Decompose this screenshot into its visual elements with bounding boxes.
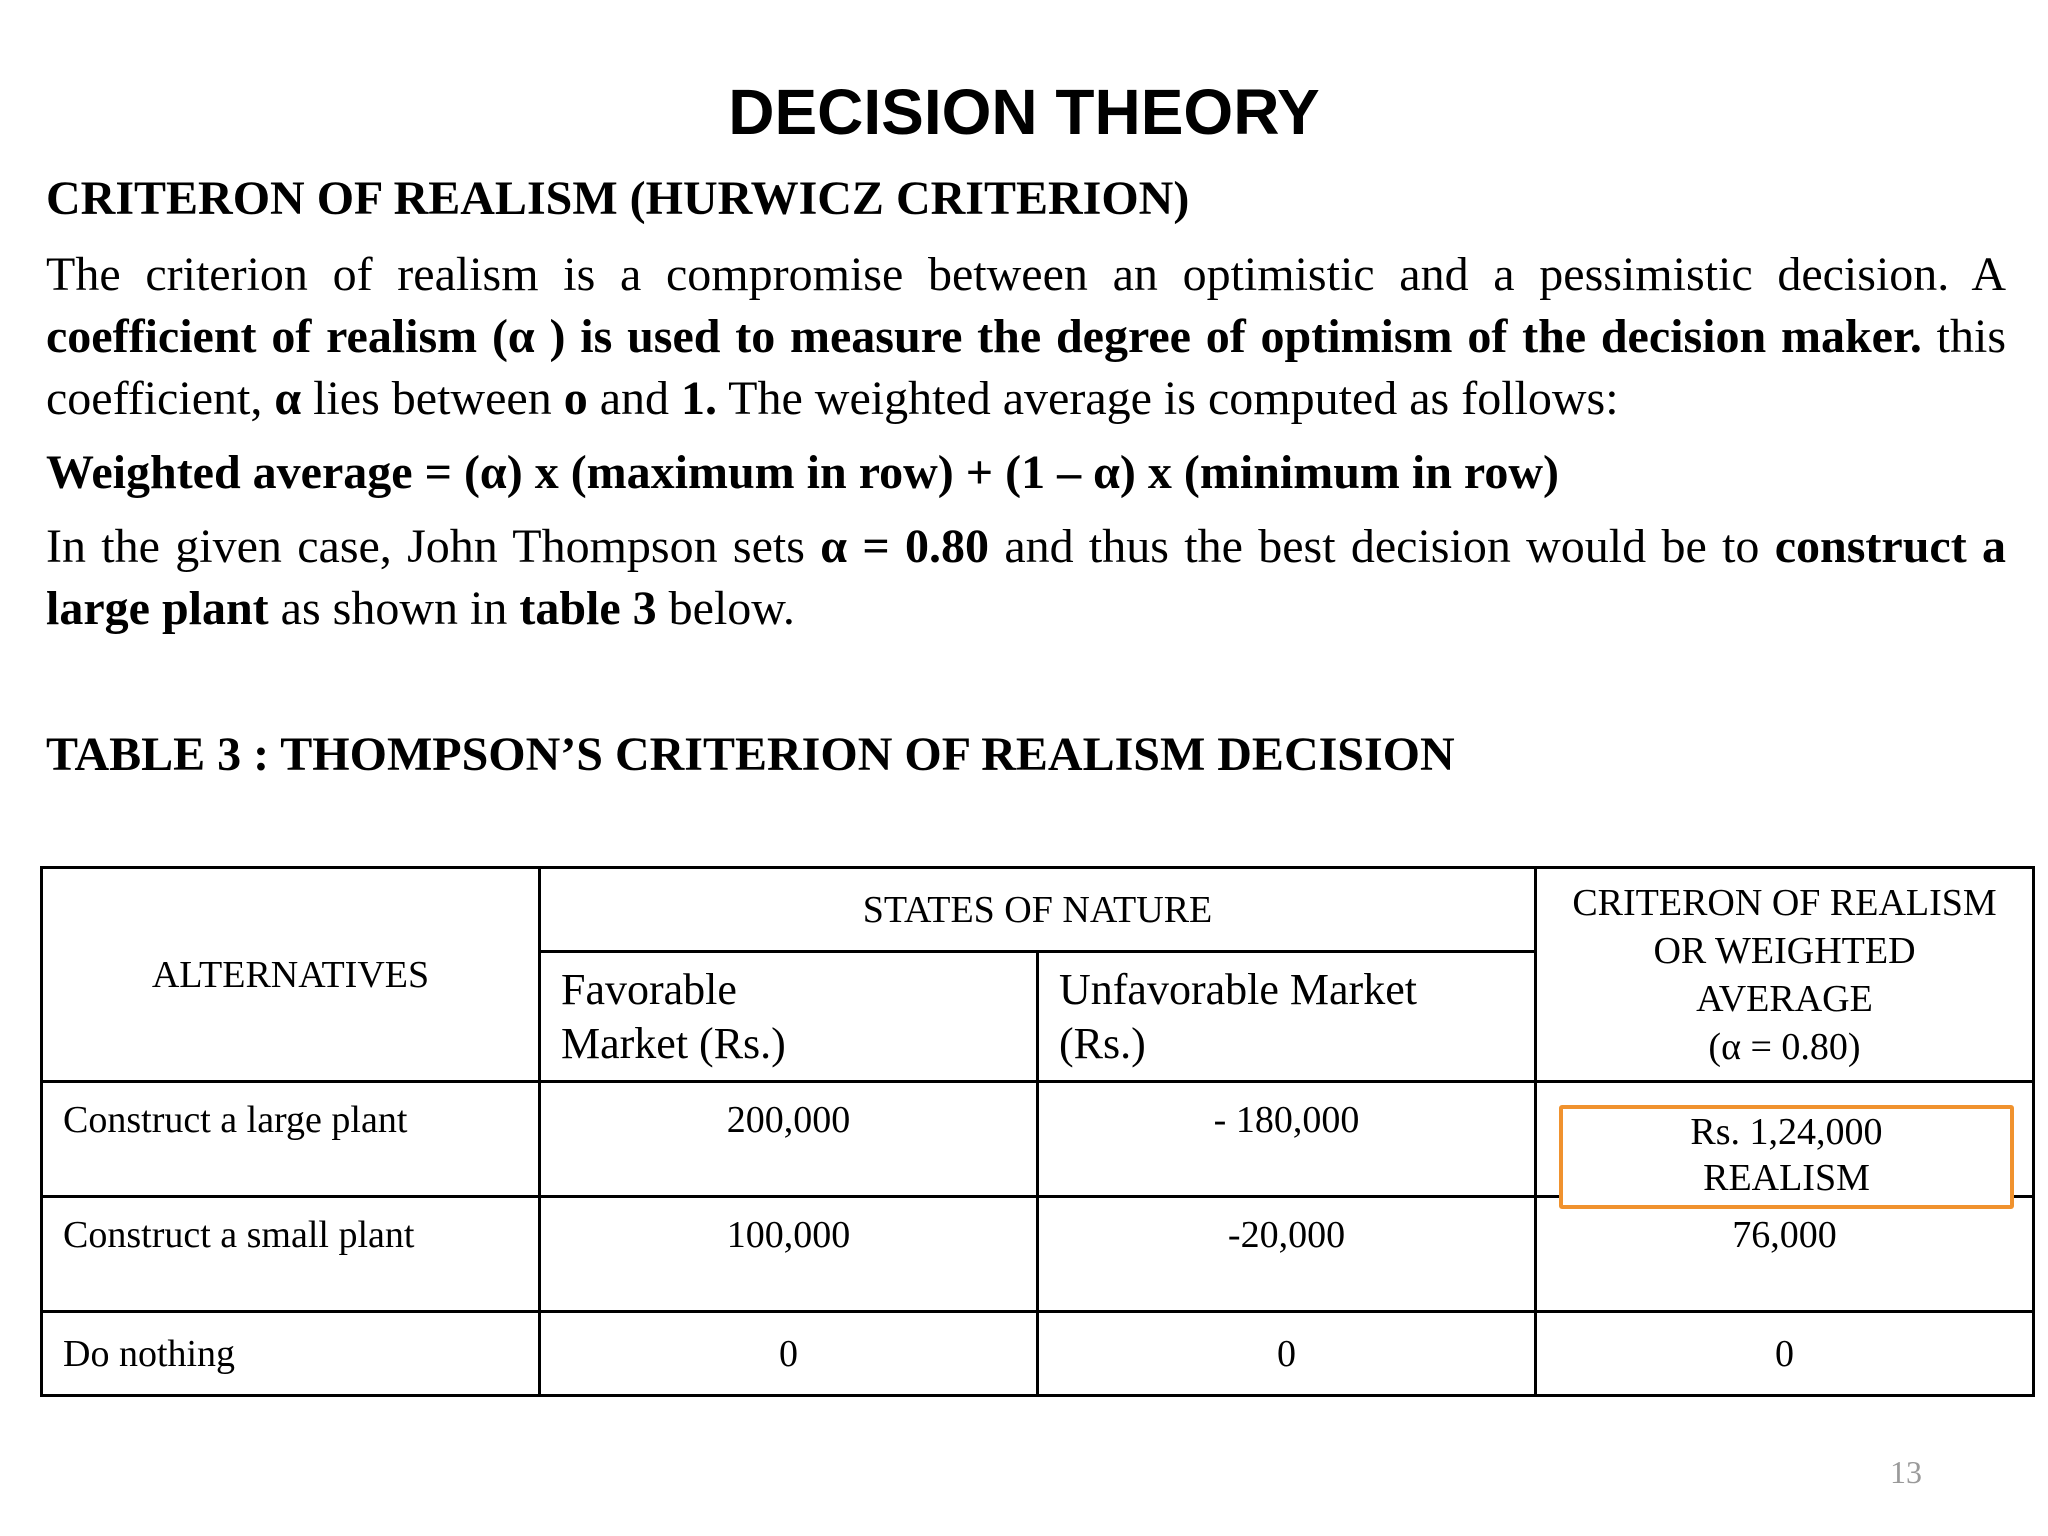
intro-text-1: The criterion of realism is a compromise between an optimistic and a pessimistic decision. A [46,248,2006,301]
intro-bold-one: 1. [681,372,718,425]
intro-bold-alpha: α [274,372,302,425]
favorable-cell: 0 [540,1312,1038,1396]
table-row [42,1197,2034,1312]
conclusion-bold-alpha: α = 0.80 [820,520,989,573]
table-caption: TABLE 3 : THOMPSON’S CRITERION OF REALISM DECISION [46,728,1455,781]
header-favorable-market [540,952,1038,1082]
intro-bold-zero: o [563,372,588,425]
conclusion-paragraph [46,516,2006,640]
table-row [42,1312,2034,1396]
realism-highlight-box [1559,1105,2014,1209]
slide-title: DECISION THEORY [728,76,1320,148]
table-row [42,1082,2034,1197]
alternative-cell: Do nothing [42,1312,540,1396]
intro-text-2: this coefficient, [46,310,2006,425]
conclusion-text-4: below. [656,582,795,635]
conclusion-bold-table: table 3 [519,582,657,635]
section-heading: CRITERON OF REALISM (HURWICZ CRITERION) [46,172,1190,225]
unfavorable-line-1: Unfavorable Market [1059,964,1417,1014]
intro-text-4: and [587,372,682,425]
realism-value: Rs. 1,24,000 [1690,1111,1883,1153]
unfavorable-cell: -20,000 [1038,1197,1536,1312]
conclusion-text-1: In the given case, John Thompson sets [46,520,821,573]
favorable-cell: 100,000 [540,1197,1038,1312]
alternative-cell: Construct a small plant [42,1197,540,1312]
conclusion-bold-large-plant: construct a large plant [46,520,2007,635]
favorable-cell: 200,000 [540,1082,1038,1197]
weighted-average-formula: Weighted average = (α) x (maximum in row) + (1 – α) x (minimum in row) [46,446,1560,499]
realism-cell [1536,1082,2034,1197]
intro-text-3: lies between [301,372,564,425]
intro-paragraph [46,244,2006,430]
favorable-line-2: Market (Rs.) [561,1018,786,1068]
favorable-line-1: Favorable [561,964,737,1014]
decision-table [40,866,2035,1397]
unfavorable-cell: - 180,000 [1038,1082,1536,1197]
intro-text-5: The weighted average is computed as follows: [717,372,1619,425]
page-number: 13 [1890,1454,1922,1490]
realism-label: REALISM [1703,1157,1870,1199]
realism-cell: 0 [1536,1312,2034,1396]
unfavorable-cell: 0 [1038,1312,1536,1396]
conclusion-text-2: and thus the best decision would be to [989,520,1775,573]
header-unfavorable-market [1038,952,1536,1082]
conclusion-text-3: as shown in [268,582,520,635]
header-criterion-of-realism [1536,868,2034,1082]
header-realism-line-4: (α = 0.80) [1708,1025,1861,1068]
header-alternatives: ALTERNATIVES [42,868,540,1082]
realism-cell: 76,000 [1536,1197,2034,1312]
header-realism-line-2: OR WEIGHTED [1653,929,1916,972]
header-realism-line-1: CRITERON OF REALISM [1572,881,1997,924]
header-realism-line-3: AVERAGE [1696,977,1873,1020]
alternative-cell: Construct a large plant [42,1082,540,1197]
unfavorable-line-2: (Rs.) [1059,1018,1146,1068]
intro-bold-coefficient: coefficient of realism (α ) is used to measure the degree of optimism of the decision maker. [46,310,1922,363]
header-states-of-nature: STATES OF NATURE [540,868,1536,952]
